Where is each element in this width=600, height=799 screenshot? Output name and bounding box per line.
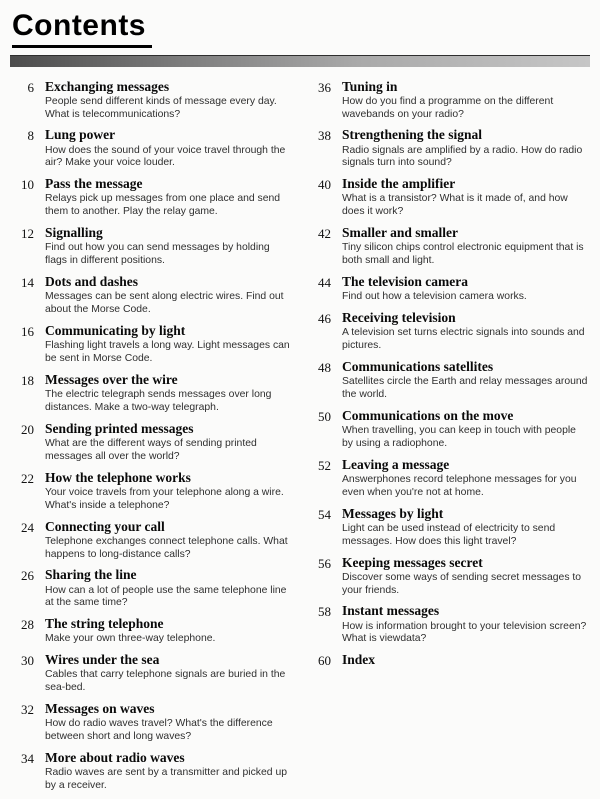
toc-entry-description: Your voice travels from your telephone along a wire. What's inside a telephone?	[45, 486, 284, 511]
toc-entry-title: More about radio waves	[45, 750, 185, 766]
toc-entry-title: How the telephone works	[45, 469, 191, 485]
toc-entry	[309, 79, 588, 122]
toc-entry	[309, 457, 588, 500]
toc-entry-title: Index	[342, 652, 376, 668]
toc-page-number: 12	[21, 226, 34, 242]
toc-entry	[12, 225, 291, 268]
toc-entry-title: Leaving a message	[342, 456, 450, 472]
toc-entry-body	[45, 421, 291, 464]
toc-entry-description: Cables that carry telephone signals are buried in the sea-bed.	[45, 669, 286, 694]
toc-entry-body	[45, 323, 291, 366]
toc-entry	[309, 310, 588, 353]
toc-page-number: 26	[21, 568, 34, 584]
toc-entry-title: Receiving television	[342, 310, 456, 326]
toc-page-number: 58	[318, 604, 331, 620]
toc-entry-description: Find out how a television camera works.	[342, 291, 527, 303]
toc-entry	[12, 470, 291, 513]
toc-entry-body	[45, 519, 291, 562]
toc-entry-body	[45, 701, 291, 744]
toc-entry-description: Telephone exchanges connect telephone calls. What happens to long-distance calls?	[45, 535, 288, 560]
toc-entry	[12, 567, 291, 610]
toc-entry-title: The television camera	[342, 274, 468, 290]
toc-entry-title: Exchanging messages	[45, 78, 170, 94]
toc-entry-title: Tuning in	[342, 78, 398, 94]
toc-entry-body	[342, 310, 588, 353]
toc-entry-title: Smaller and smaller	[342, 225, 458, 241]
toc-entry	[309, 652, 588, 669]
toc-column-right	[309, 79, 588, 799]
toc-entry	[309, 176, 588, 219]
toc-page-number: 60	[318, 653, 331, 669]
toc-page-number: 46	[318, 311, 331, 327]
toc-entry-title: Inside the amplifier	[342, 176, 456, 192]
toc-entry-body	[45, 652, 291, 695]
toc-entry-description: Radio waves are sent by a transmitter and picked up by a receiver.	[45, 767, 287, 792]
toc-columns	[10, 79, 590, 799]
toc-entry-body	[342, 506, 588, 549]
toc-entry-body	[45, 225, 291, 268]
toc-entry-body	[45, 127, 291, 170]
toc-page-number: 52	[318, 457, 331, 473]
toc-entry-body	[45, 470, 291, 513]
toc-entry	[12, 372, 291, 415]
toc-entry-title: Wires under the sea	[45, 652, 160, 668]
toc-page-number: 16	[21, 323, 34, 339]
toc-entry-description: Tiny silicon chips control electronic equipment that is both small and light.	[342, 242, 584, 267]
toc-entry-title: Strengthening the signal	[342, 127, 483, 143]
toc-entry-description: A television set turns electric signals into sounds and pictures.	[342, 327, 585, 352]
toc-entry-body	[45, 176, 291, 219]
toc-entry-body	[342, 274, 588, 304]
toc-page-number: 38	[318, 128, 331, 144]
toc-entry	[12, 176, 291, 219]
toc-entry-description: What are the different ways of sending printed messages all over the world?	[45, 437, 257, 462]
toc-page-number: 10	[21, 177, 34, 193]
toc-entry-body	[342, 652, 588, 669]
toc-entry	[309, 408, 588, 451]
toc-entry-title: Communicating by light	[45, 322, 186, 338]
toc-page-number: 28	[21, 617, 34, 633]
toc-entry-description: Light can be used instead of electricity to send messages. How does this light travel?	[342, 522, 556, 547]
toc-entry	[12, 519, 291, 562]
toc-entry-title: Signalling	[45, 225, 103, 241]
toc-entry-description: How do radio waves travel? What's the difference between short and long waves?	[45, 718, 273, 743]
toc-entry-description: Discover some ways of sending secret messages to your friends.	[342, 571, 582, 596]
toc-entry-body	[342, 127, 588, 170]
toc-entry-description: Messages can be sent along electric wires. Find out about the Morse Code.	[45, 291, 284, 316]
toc-entry-title: Messages over the wire	[45, 371, 178, 387]
toc-entry-title: The string telephone	[45, 616, 164, 632]
toc-entry-description: Relays pick up messages from one place and send them to another. Play the relay game.	[45, 193, 281, 218]
toc-entry	[309, 225, 588, 268]
toc-entry-description: Flashing light travels a long way. Light messages can be sent in Morse Code.	[45, 340, 290, 364]
toc-entry-body	[342, 603, 588, 646]
toc-entry-body	[342, 79, 588, 122]
toc-entry-body	[342, 225, 588, 268]
toc-entry-description: Make your own three-way telephone.	[45, 633, 216, 645]
toc-entry	[12, 79, 291, 122]
toc-entry-body	[45, 750, 291, 793]
toc-entry-description: Find out how you can send messages by holding flags in different positions.	[45, 242, 270, 267]
toc-entry-description: The electric telegraph sends messages over long distances. Make a two-way telegraph.	[45, 388, 272, 413]
toc-entry-body	[45, 79, 291, 122]
toc-page-number: 36	[318, 79, 331, 95]
toc-page-number: 34	[21, 751, 34, 767]
toc-entry-description: How is information brought to your television screen? What is viewdata?	[342, 620, 587, 645]
toc-entry-title: Communications satellites	[342, 358, 494, 374]
toc-page-number: 44	[318, 275, 331, 291]
toc-entry-title: Communications on the move	[342, 407, 514, 423]
toc-entry-description: Satellites circle the Earth and relay messages around the world.	[342, 376, 588, 400]
toc-entry-body	[342, 457, 588, 500]
toc-entry	[12, 616, 291, 646]
toc-entry-title: Pass the message	[45, 176, 143, 192]
toc-entry	[12, 274, 291, 317]
toc-entry-body	[45, 372, 291, 415]
toc-entry-title: Dots and dashes	[45, 274, 139, 290]
toc-page-number: 42	[318, 226, 331, 242]
toc-entry-body	[45, 274, 291, 317]
page-header	[10, 10, 590, 48]
toc-entry-body	[45, 567, 291, 610]
toc-entry	[309, 555, 588, 598]
toc-entry	[12, 652, 291, 695]
toc-page-number: 24	[21, 519, 34, 535]
toc-entry-description: How does the sound of your voice travel through the air? Make your voice louder.	[45, 144, 286, 169]
toc-page-number: 18	[21, 372, 34, 388]
toc-page-number: 48	[318, 359, 331, 375]
toc-entry-body	[45, 616, 291, 646]
toc-entry-title: Connecting your call	[45, 518, 165, 534]
toc-entry	[309, 359, 588, 402]
toc-page-number: 50	[318, 408, 331, 424]
toc-entry-title: Sending printed messages	[45, 420, 194, 436]
toc-entry-body	[342, 176, 588, 219]
toc-page-number: 22	[21, 470, 34, 486]
toc-entry-title: Keeping messages secret	[342, 554, 483, 570]
toc-entry-body	[342, 359, 588, 402]
toc-entry-description: People send different kinds of message every day. What is telecommunications?	[45, 95, 277, 120]
toc-entry	[12, 701, 291, 744]
toc-entry-title: Instant messages	[342, 603, 440, 619]
toc-entry-description: How do you find a programme on the different wavebands on your radio?	[342, 95, 554, 120]
toc-entry-description: What is a transistor? What is it made of, and how does it work?	[342, 193, 568, 218]
toc-entry	[12, 750, 291, 793]
toc-entry	[309, 506, 588, 549]
toc-entry-title: Messages on waves	[45, 701, 155, 717]
toc-entry	[12, 127, 291, 170]
toc-page-number: 8	[27, 128, 34, 144]
toc-entry-title: Sharing the line	[45, 567, 137, 583]
page-title: Contents	[12, 10, 152, 48]
gradient-divider	[10, 55, 590, 67]
toc-entry-description: Radio signals are amplified by a radio. How do radio signals turn into sound?	[342, 144, 583, 169]
toc-column-left	[12, 79, 291, 799]
toc-entry	[12, 421, 291, 464]
toc-entry-title: Messages by light	[342, 505, 444, 521]
toc-entry-title: Lung power	[45, 127, 116, 143]
toc-entry-description: Answerphones record telephone messages for you even when you're not at home.	[342, 473, 577, 498]
toc-entry-body	[342, 408, 588, 451]
toc-entry	[309, 603, 588, 646]
toc-page-number: 56	[318, 555, 331, 571]
toc-page-number: 6	[27, 79, 34, 95]
toc-page-number: 40	[318, 177, 331, 193]
toc-entry-description: How can a lot of people use the same telephone line at the same time?	[45, 584, 287, 609]
toc-page-number: 30	[21, 653, 34, 669]
toc-entry-body	[342, 555, 588, 598]
toc-page-number: 54	[318, 506, 331, 522]
toc-page-number: 20	[21, 421, 34, 437]
toc-page-number: 32	[21, 702, 34, 718]
toc-entry	[12, 323, 291, 366]
toc-entry	[309, 127, 588, 170]
toc-entry	[309, 274, 588, 304]
toc-page-number: 14	[21, 275, 34, 291]
toc-entry-description: When travelling, you can keep in touch with people by using a radiophone.	[342, 424, 576, 449]
